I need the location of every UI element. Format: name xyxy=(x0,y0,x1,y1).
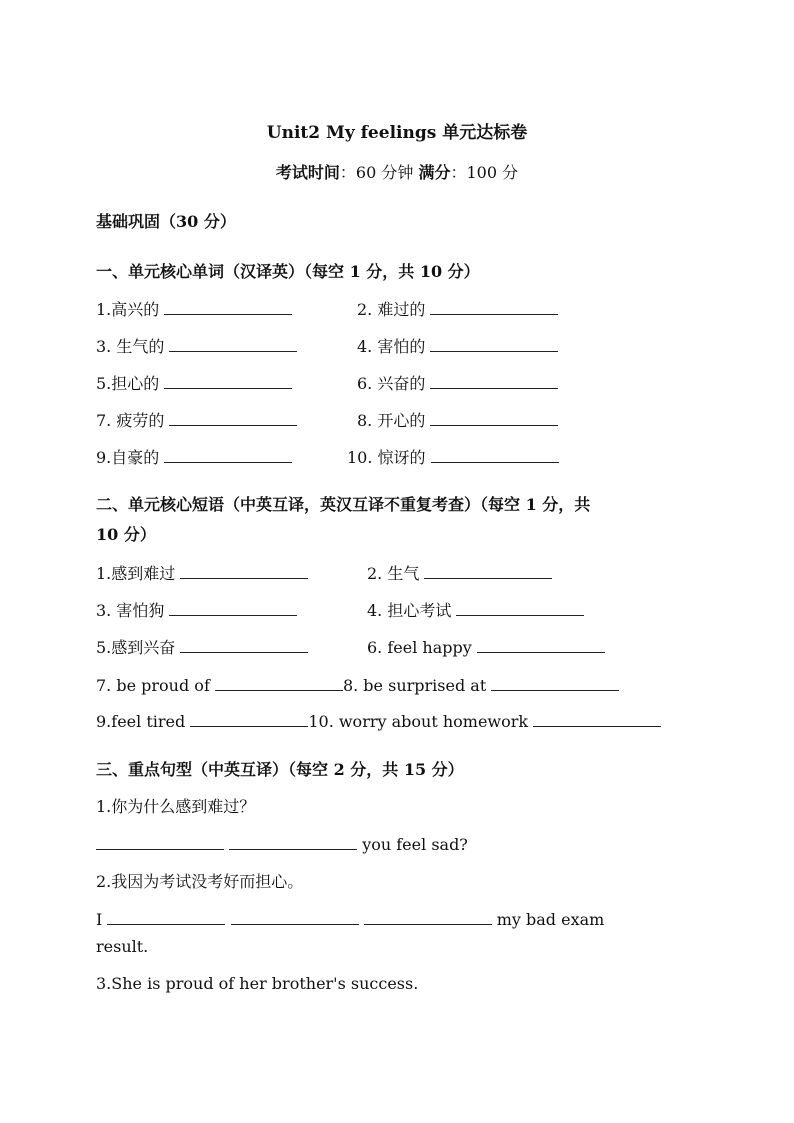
answer-blank[interactable] xyxy=(169,410,297,426)
part3-question-1: 1.你为什么感到难过？ xyxy=(96,797,256,816)
answer-blank[interactable] xyxy=(164,447,292,463)
part1-item-4: 4. 害怕的 xyxy=(357,336,558,357)
answer-blank[interactable] xyxy=(533,711,661,727)
answer-blank[interactable] xyxy=(164,373,292,389)
part1-item-9: 9.自豪的 xyxy=(96,447,292,468)
answer-blank[interactable] xyxy=(430,336,558,352)
answer-blank[interactable] xyxy=(215,675,343,691)
part2-item-8: 8. be surprised at xyxy=(342,676,487,695)
part2-item-2: 2. 生气 xyxy=(367,563,552,584)
part1-item-8: 8. 开心的 xyxy=(357,410,558,431)
part1-item-1: 1.高兴的 xyxy=(96,299,292,320)
part1-heading: 一、单元核心单词（汉译英）（每空 1 分，共 10 分） xyxy=(96,262,480,281)
answer-blank[interactable] xyxy=(180,563,308,579)
time-value: ：60 分钟 xyxy=(339,163,414,182)
part2-item-4: 4. 担心考试 xyxy=(367,600,584,621)
part1-item-2: 2. 难过的 xyxy=(357,299,558,320)
answer-blank[interactable] xyxy=(430,299,558,315)
answer-blank[interactable] xyxy=(96,834,224,850)
answer-blank[interactable] xyxy=(180,637,308,653)
score-value: ：100 分 xyxy=(450,163,519,182)
answer-blank[interactable] xyxy=(430,410,558,426)
answer-blank[interactable] xyxy=(456,600,584,616)
answer-blank[interactable] xyxy=(169,336,297,352)
part2-item-5: 5.感到兴奋 xyxy=(96,637,308,658)
part2-item-6: 6. feel happy xyxy=(367,637,605,658)
answer-blank[interactable] xyxy=(229,834,357,850)
part3-answer-1: you feel sad? xyxy=(96,834,468,855)
answer-blank[interactable] xyxy=(491,675,619,691)
part2-item-1: 1.感到难过 xyxy=(96,563,308,584)
score-label: 满分 xyxy=(418,163,451,182)
part3-answer-2: I my bad exam xyxy=(96,910,605,929)
answer-blank[interactable] xyxy=(190,711,308,727)
part2-item-3: 3. 害怕狗 xyxy=(96,600,297,621)
answer-blank[interactable] xyxy=(477,637,605,653)
part3-heading: 三、重点句型（中英互译）（每空 2 分，共 15 分） xyxy=(96,760,464,779)
answer-blank[interactable] xyxy=(107,909,225,925)
part2-item-9: 9.feel tired 10. worry about homework xyxy=(96,711,661,732)
page-title: Unit2 My feelings 单元达标卷 xyxy=(266,123,528,143)
part1-item-7: 7. 疲劳的 xyxy=(96,410,297,431)
answer-blank[interactable] xyxy=(164,299,292,315)
part2-heading-line1: 二、单元核心短语（中英互译，英汉互译不重复考查）（每空 1 分，共 xyxy=(96,495,591,514)
part3-question-2: 2.我因为考试没考好而担心。 xyxy=(96,872,304,891)
part1-item-3: 3. 生气的 xyxy=(96,336,297,357)
answer-blank[interactable] xyxy=(430,373,558,389)
part3-answer-2-line2: result. xyxy=(96,937,149,956)
exam-info xyxy=(0,163,794,183)
answer-blank[interactable] xyxy=(431,447,559,463)
part2-item-7: 7. be proud of 8. be surprised at xyxy=(96,675,619,696)
answer-blank[interactable] xyxy=(424,563,552,579)
part1-item-10: 10. 惊讶的 xyxy=(347,447,559,468)
part1-item-5: 5.担心的 xyxy=(96,373,292,394)
part2-item-10: 10. worry about homework xyxy=(308,712,529,731)
time-label: 考试时间 xyxy=(275,163,340,182)
answer-blank[interactable] xyxy=(364,909,492,925)
part1-item-6: 6. 兴奋的 xyxy=(357,373,558,394)
part2-heading-line2: 10 分） xyxy=(96,525,156,544)
answer-blank[interactable] xyxy=(169,600,297,616)
section-basic-heading: 基础巩固（30 分） xyxy=(96,212,236,231)
part3-question-3: 3.She is proud of her brother's success. xyxy=(96,974,419,993)
answer-blank[interactable] xyxy=(231,909,359,925)
